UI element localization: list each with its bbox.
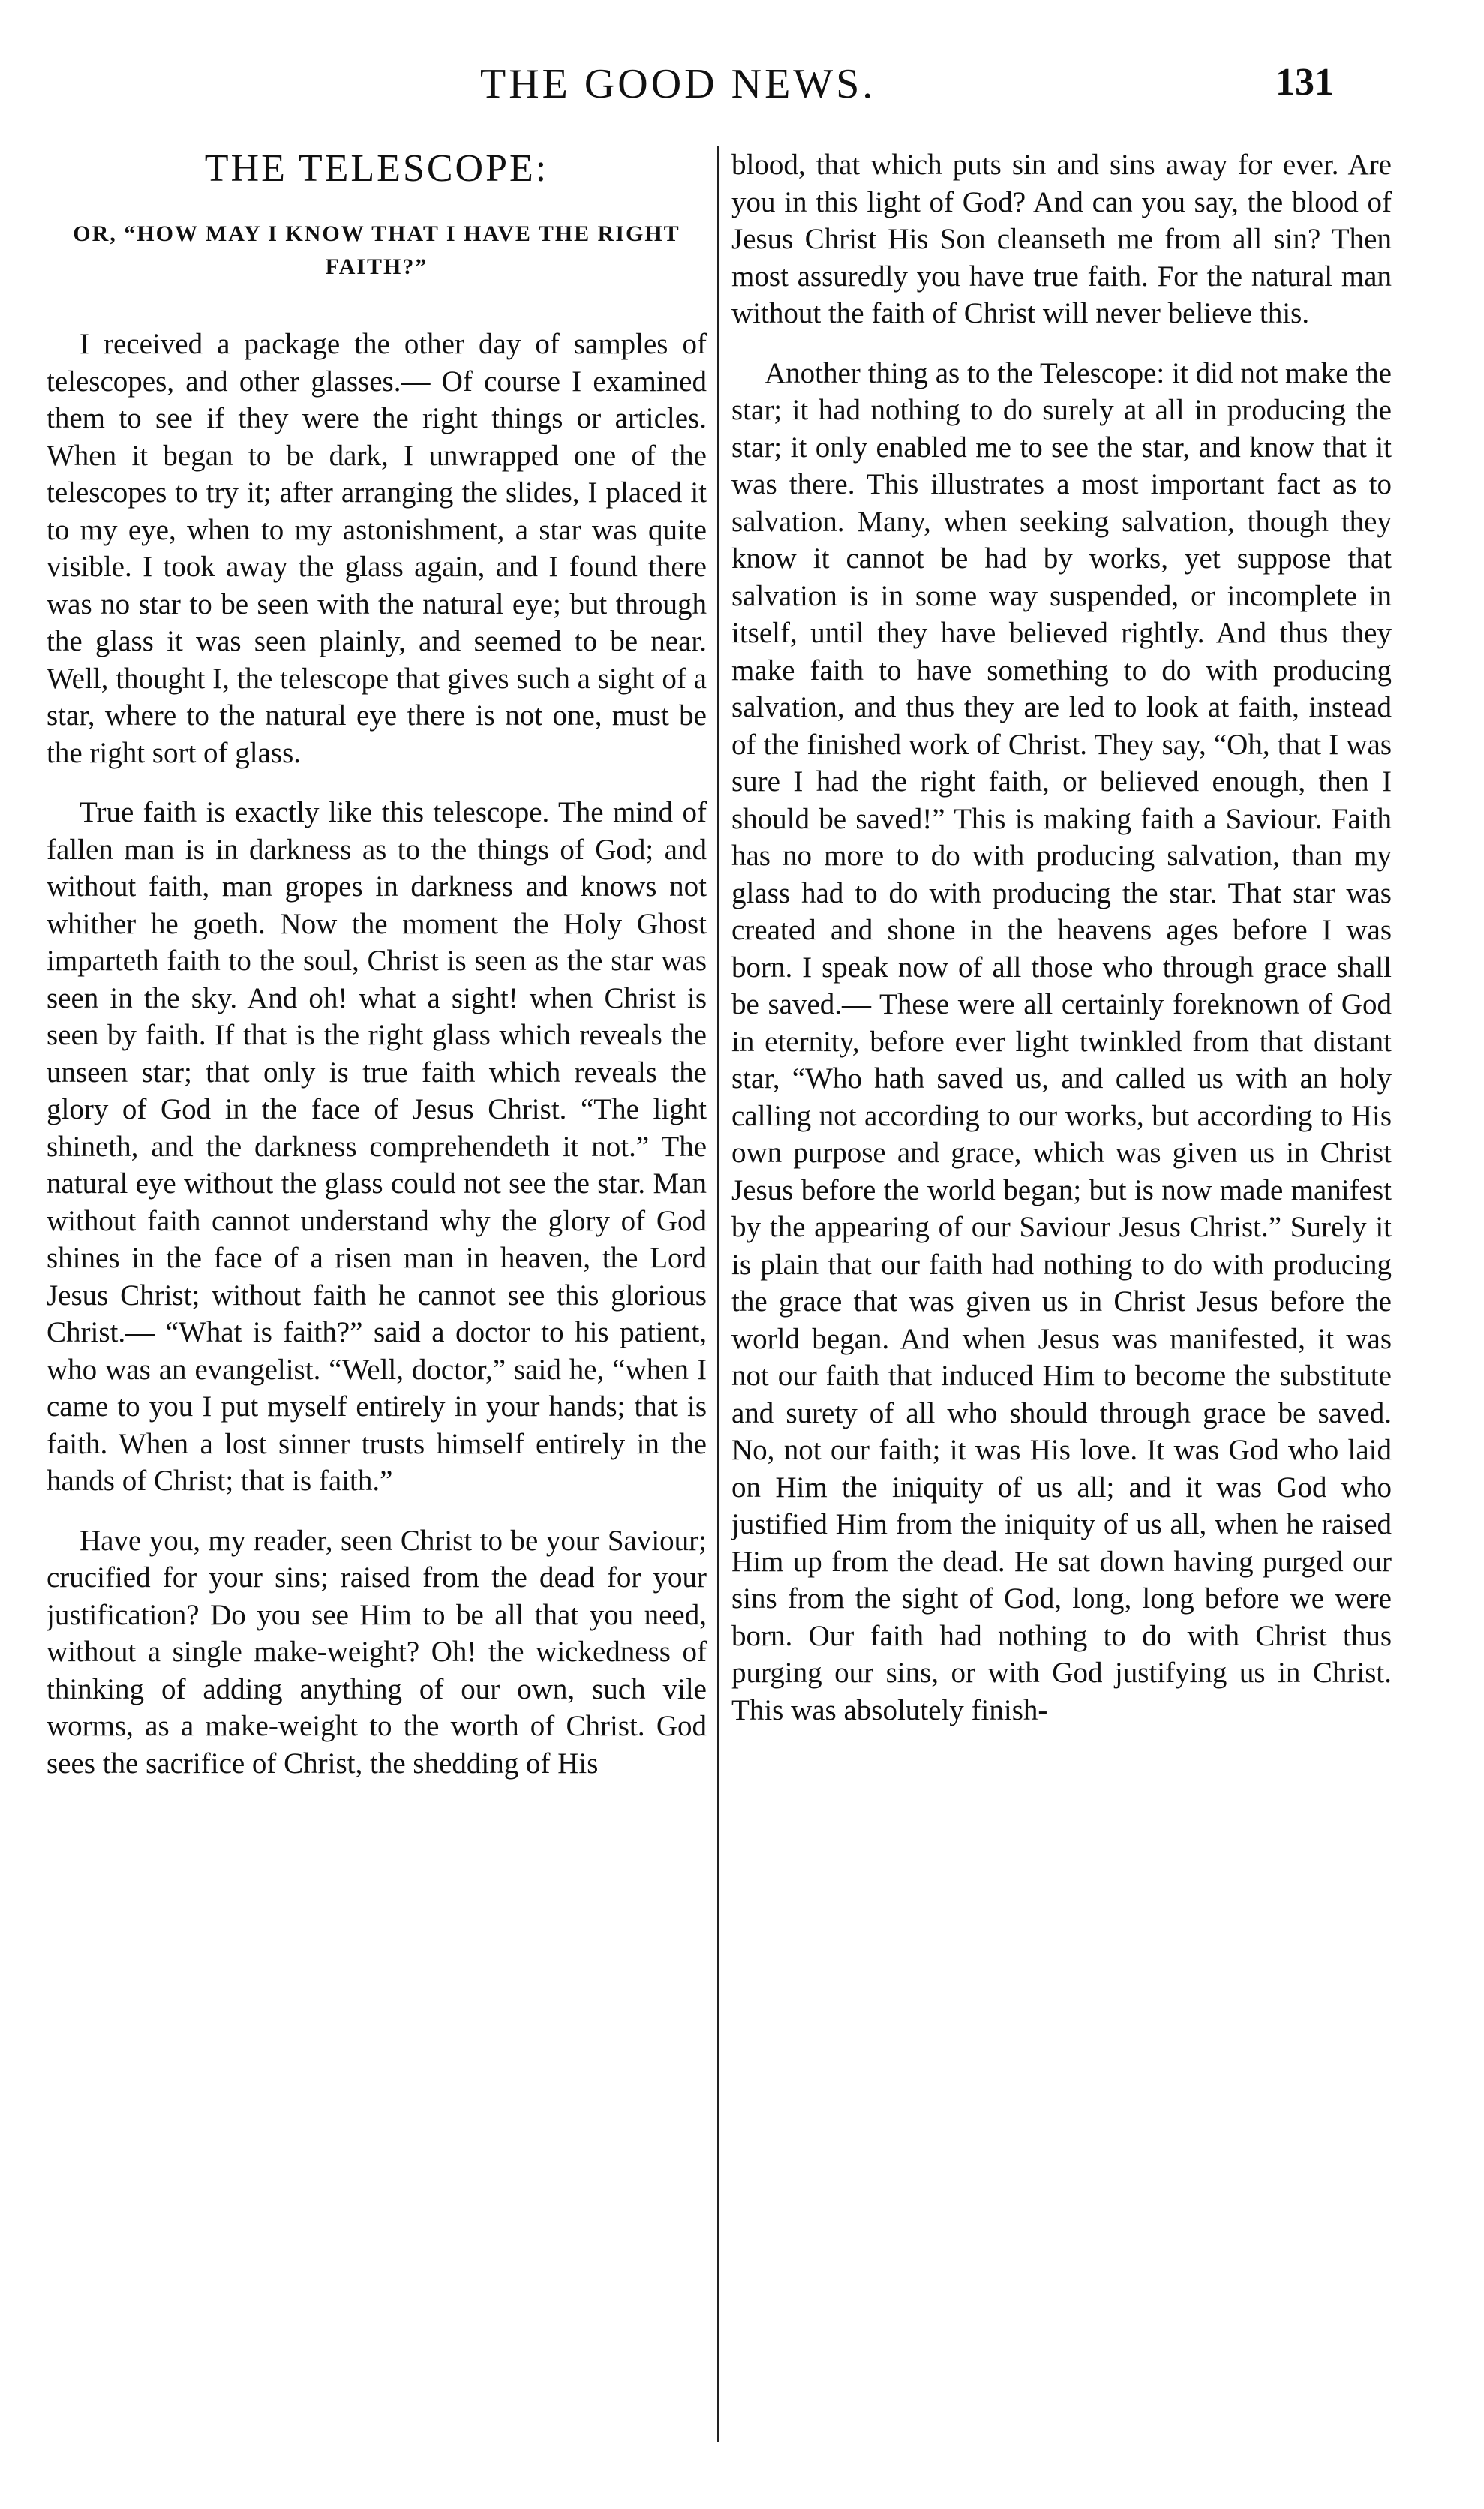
paragraph: Another thing as to the Telescope: it did not make the star; it had nothing to do surely at all in producing the star; it only enabled me to see the star, and know that it was there. This illustrates a most important fact as to salvation. Many, when seeking salvation, though they know it cannot be had by works, yet suppose that salvation is in some way suspended, or incomplete in itself, until they have believed rightly. And thus they make faith to have something to do with producing salvation, and thus they are led to look at faith, instead of the finished work of Christ. They say, “Oh, that I was sure I had the right faith, or believed enough, then I should be saved!” This is making faith a Saviour. Faith has no more to do with producing salvation, than my glass had to do with producing the star. That star was created and shone in the heavens ages before I was born. I speak now of all those who through grace shall be saved.— These were all certainly foreknown of God in eternity, before ever light twinkled from that distant star, “Who hath saved us, and called us with an holy calling not according to our works, but according to His own purpose and grace, which was given us in Christ Jesus before the world began; but is now made manifest by the appearing of our Saviour Jesus Christ.” Surely it is plain that our faith had nothing to do with producing the grace that was given us in Christ Jesus before the world began. And when Jesus was manifested, it was not our faith that induced Him to become the substitute and surety of all who should through grace be saved. No, not our faith; it was His love. It was God who laid on Him the iniquity of us all; and it was God who justified Him from the iniquity of us all, when he raised Him up from the dead. He sat down having purged our sins from the sight of God, long, long before we were born. Our faith had nothing to do with Christ thus purging our sins, or with God justifying us in Christ. This was absolutely finish- (731, 356, 1392, 1726)
article-subtitle: OR, “HOW MAY I KNOW THAT I HAVE THE RIGHT FAITH?” (73, 221, 680, 279)
page-header (0, 60, 1484, 120)
left-column (47, 146, 707, 2442)
publication-title: THE GOOD NEWS. (480, 61, 876, 107)
paragraph-continuation: blood, that which puts sin and sins away for ever. Are you in this light of God? And can you say, the blood of Jesus Christ His Son cleanseth me from all sin? Then most assuredly you have true faith. For the natural man without the faith of Christ will never believe this. (731, 149, 1392, 329)
column-divider (717, 146, 719, 2442)
article-title: THE TELESCOPE: (204, 147, 549, 190)
paragraph: Have you, my reader, seen Christ to be your Saviour; crucified for your sins; raised from the dead for your justification? Do you see Him to be all that you need, without a single make-weight? Oh! the wickedness of thinking of adding anything of our own, such vile worms, as a make-weight to the worth of Christ. God sees the sacrifice of Christ, the shedding of His (47, 1524, 707, 1780)
paragraph: I received a package the other day of samples of telescopes, and other glasses.— Of course I examined them to see if they were the right things or articles. When it began to be dark, I unwrapped one of the telescopes to try it; after arranging the slides, I placed it to my eye, when to my astonishment, a star was quite visible. I took away the glass again, and I found there was no star to be seen with the natural eye; but through the glass it was seen plainly, and seemed to be near. Well, thought I, the telescope that gives such a sight of a star, where to the natural eye there is not one, must be the right sort of glass. (47, 328, 707, 769)
right-column (731, 146, 1392, 2442)
paragraph: True faith is exactly like this telescope. The mind of fallen man is in darkness as to the things of God; and without faith, man gropes in darkness and knows not whither he goeth. Now the moment the Holy Ghost imparteth faith to the soul, Christ is seen as the star was seen in the sky. And oh! what a sight! when Christ is seen by faith. If that is the right glass which reveals the unseen star; that only is true faith which reveals the glory of God in the face of Jesus Christ. “The light shineth, and the darkness comprehendeth it not.” The natural eye without the glass could not see the star. Man without faith cannot understand why the glory of God shines in the face of a risen man in heaven, the Lord Jesus Christ; without faith he cannot see this glorious Christ.— “What is faith?” said a doctor to his patient, who was an evangelist. “Well, doctor,” said he, “when I came to you I put myself entirely in your hands; that is faith. When a lost sinner trusts himself entirely in the hands of Christ; that is faith.” (47, 796, 707, 1497)
page-number: 131 (1275, 61, 1334, 104)
